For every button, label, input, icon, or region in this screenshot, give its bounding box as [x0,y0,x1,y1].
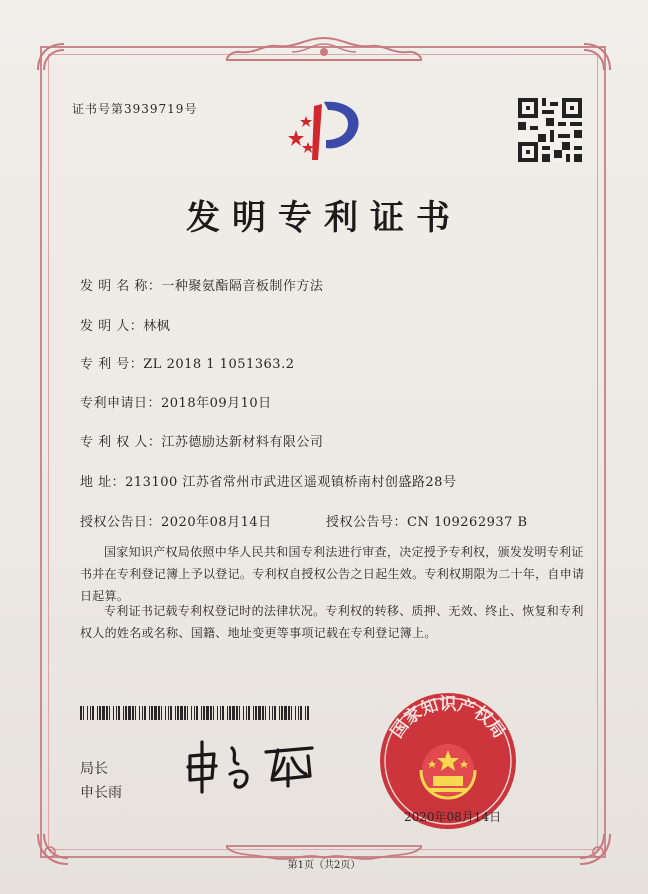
address-value: 213100 江苏省常州市武进区遥观镇桥南村创盛路28号 [125,475,457,490]
filing-date-label: 专利申请日： [80,396,162,411]
grant-pub-number-label: 授权公告号： [326,515,408,530]
qr-code-icon [518,98,582,162]
grant-pub-date-value: 2020年08月14日 [161,515,272,530]
filing-date-value: 2018年09月10日 [161,396,272,411]
certificate-title: 发明专利证书 [186,198,462,238]
address-row [80,471,456,490]
inventor-label: 发 明 人： [80,319,144,334]
inventor-value: 林枫 [143,319,171,334]
page-footer: 第1页（共2页） [287,860,361,871]
patentee-label: 专 利 权 人： [80,435,162,450]
grant-pub-date-label: 授权公告日： [80,515,162,530]
seal-date: 2020年08月14日 [404,810,502,824]
patentee-value: 江苏德励达新材料有限公司 [161,435,324,450]
filing-date-row [80,392,272,411]
director-name: 申长雨 [80,785,122,801]
grant-statement-paragraph: 国家知识产权局依照中华人民共和国专利法进行审查，决定授予专利权，颁发发明专利证书并在专利登记簿上予以登记。专利权自授权公告之日起生效。专利权期限为二十年，自申请日起算。 [80,545,585,603]
corner-ornament-tl [34,40,68,74]
svg-text:国家知识产权局: 国家知识产权局 [387,694,509,742]
invention-name-label: 发 明 名 称： [80,279,162,294]
patent-logo-icon [286,94,366,166]
patent-number-label: 专 利 号： [80,357,144,372]
inventor-row [80,315,170,334]
certificate-number: 证书号第3939719号 [72,102,198,116]
director-title: 局长 [80,761,108,777]
top-ornament [226,32,422,72]
corner-ornament-tr [580,40,614,74]
grant-pub-date-row [80,511,272,530]
legal-status-paragraph: 专利证书记载专利权登记时的法律状况。专利权的转移、质押、无效、终止、恢复和专利权人的姓名或名称、国籍、地址变更等事项记载在专利登记簿上。 [80,604,584,640]
grant-pub-number-value: CN 109262937 B [407,515,528,530]
handwritten-signature [180,736,330,796]
patent-number-row [80,353,294,372]
address-label: 地 址： [80,475,126,490]
patentee-row [80,431,323,450]
invention-name-value: 一种聚氨酯隔音板制作方法 [161,279,324,294]
barcode-icon [80,706,312,720]
invention-name-row [80,275,323,294]
grant-pub-number-row [326,511,528,530]
patent-number-value: ZL 2018 1 1051363.2 [143,357,295,372]
